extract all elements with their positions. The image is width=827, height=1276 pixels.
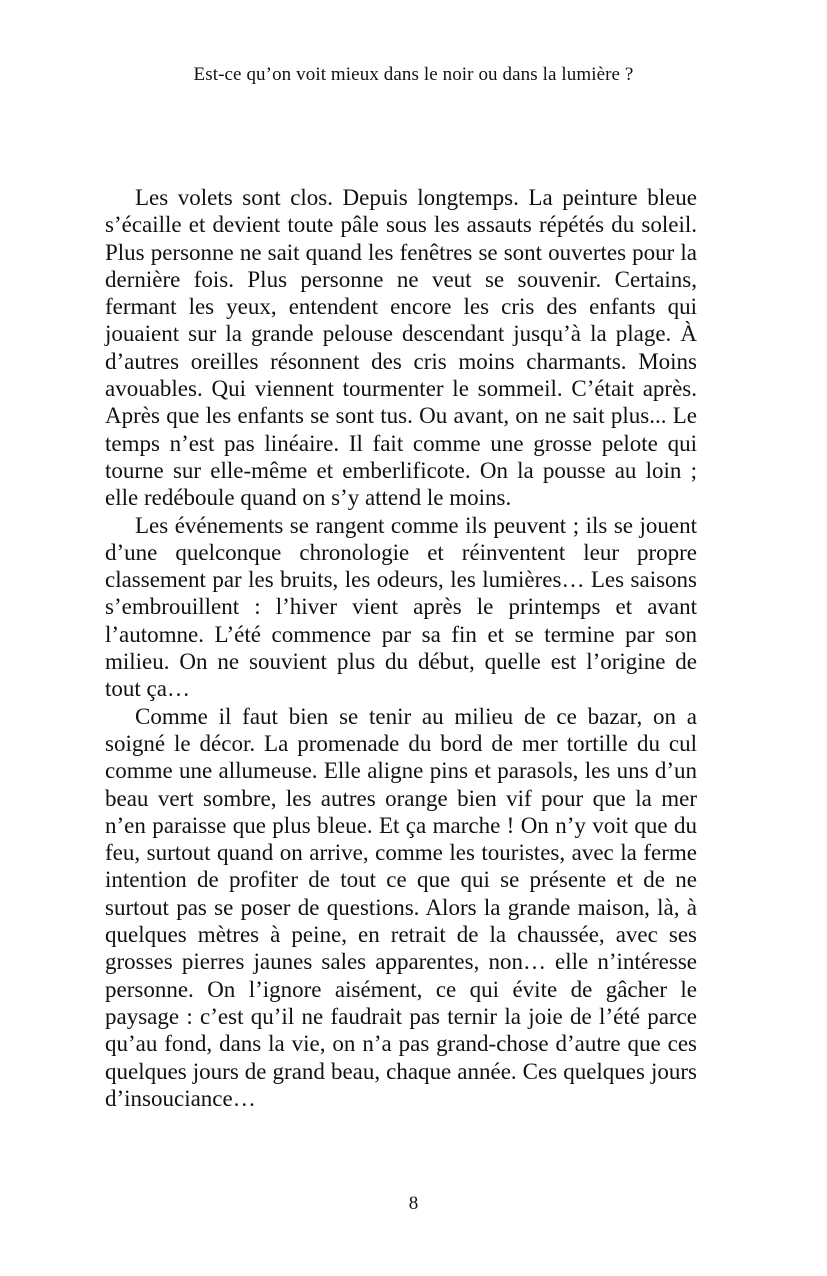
paragraph-3: Comme il faut bien se tenir au milieu de ce bazar, on a soigné le décor. La promenade du bord de mer tortille du cul comme une allumeuse. Elle aligne pins et parasols, les uns d’un beau vert sombre, les autres orange bien vif pour que la mer n’en paraisse que plus bleue. Et ça marche ! On n’y voit que du feu, surtout quand on arrive, comme les touristes, avec la ferme intention de profiter de tout ce que qui se présente et de ne surtout pas se poser de questions. Alors la grande maison, là, à quelques mètres à peine, en retrait de la chaussée, avec ses grosses pierres jaunes sales apparentes, non… elle n’intéresse personne. On l’ignore aisément, ce qui évite de gâcher le paysage : c’est qu’il ne faudrait pas ternir la joie de l’été parce qu’au fond, dans la vie, on n’a pas grand-chose d’autre que ces quelques jours de grand beau, chaque année. Ces quelques jours d’insouciance…: [105, 703, 697, 1111]
page-number: 8: [408, 1193, 419, 1214]
running-title: Est-ce qu’on voit mieux dans le noir ou dans la lumière ?: [193, 64, 634, 85]
body-text: [105, 184, 697, 1112]
paragraph-2: Les événements se rangent comme ils peuvent ; ils se jouent d’une quelconque chronologie et réinventent leur propre classement par les bruits, les odeurs, les lumières… Les saisons s’embrouillent : l’hiver vient après le printemps et avant l’automne. L’été commence par sa fin et se termine par son milieu. On ne souvient plus du début, quelle est l’origine de tout ça…: [105, 512, 697, 702]
paragraph-1: Les volets sont clos. Depuis longtemps. La peinture bleue s’écaille et devient toute pâle sous les assauts répétés du soleil. Plus personne ne sait quand les fenêtres se sont ouvertes pour la dernière fois. Plus personne ne veut se souvenir. Certains, fermant les yeux, entendent encore les cris des enfants qui jouaient sur la grande pelouse descendant jusqu’à la plage. À d’autres oreilles résonnent des cris moins charmants. Moins avouables. Qui viennent tourmenter le sommeil. C’était après. Après que les enfants se sont tus. Ou avant, on ne sait plus... Le temps n’est pas linéaire. Il fait comme une grosse pelote qui tourne sur elle-même et emberlificote. On la pousse au loin ; elle redéboule quand on s’y attend le moins.: [105, 185, 697, 511]
